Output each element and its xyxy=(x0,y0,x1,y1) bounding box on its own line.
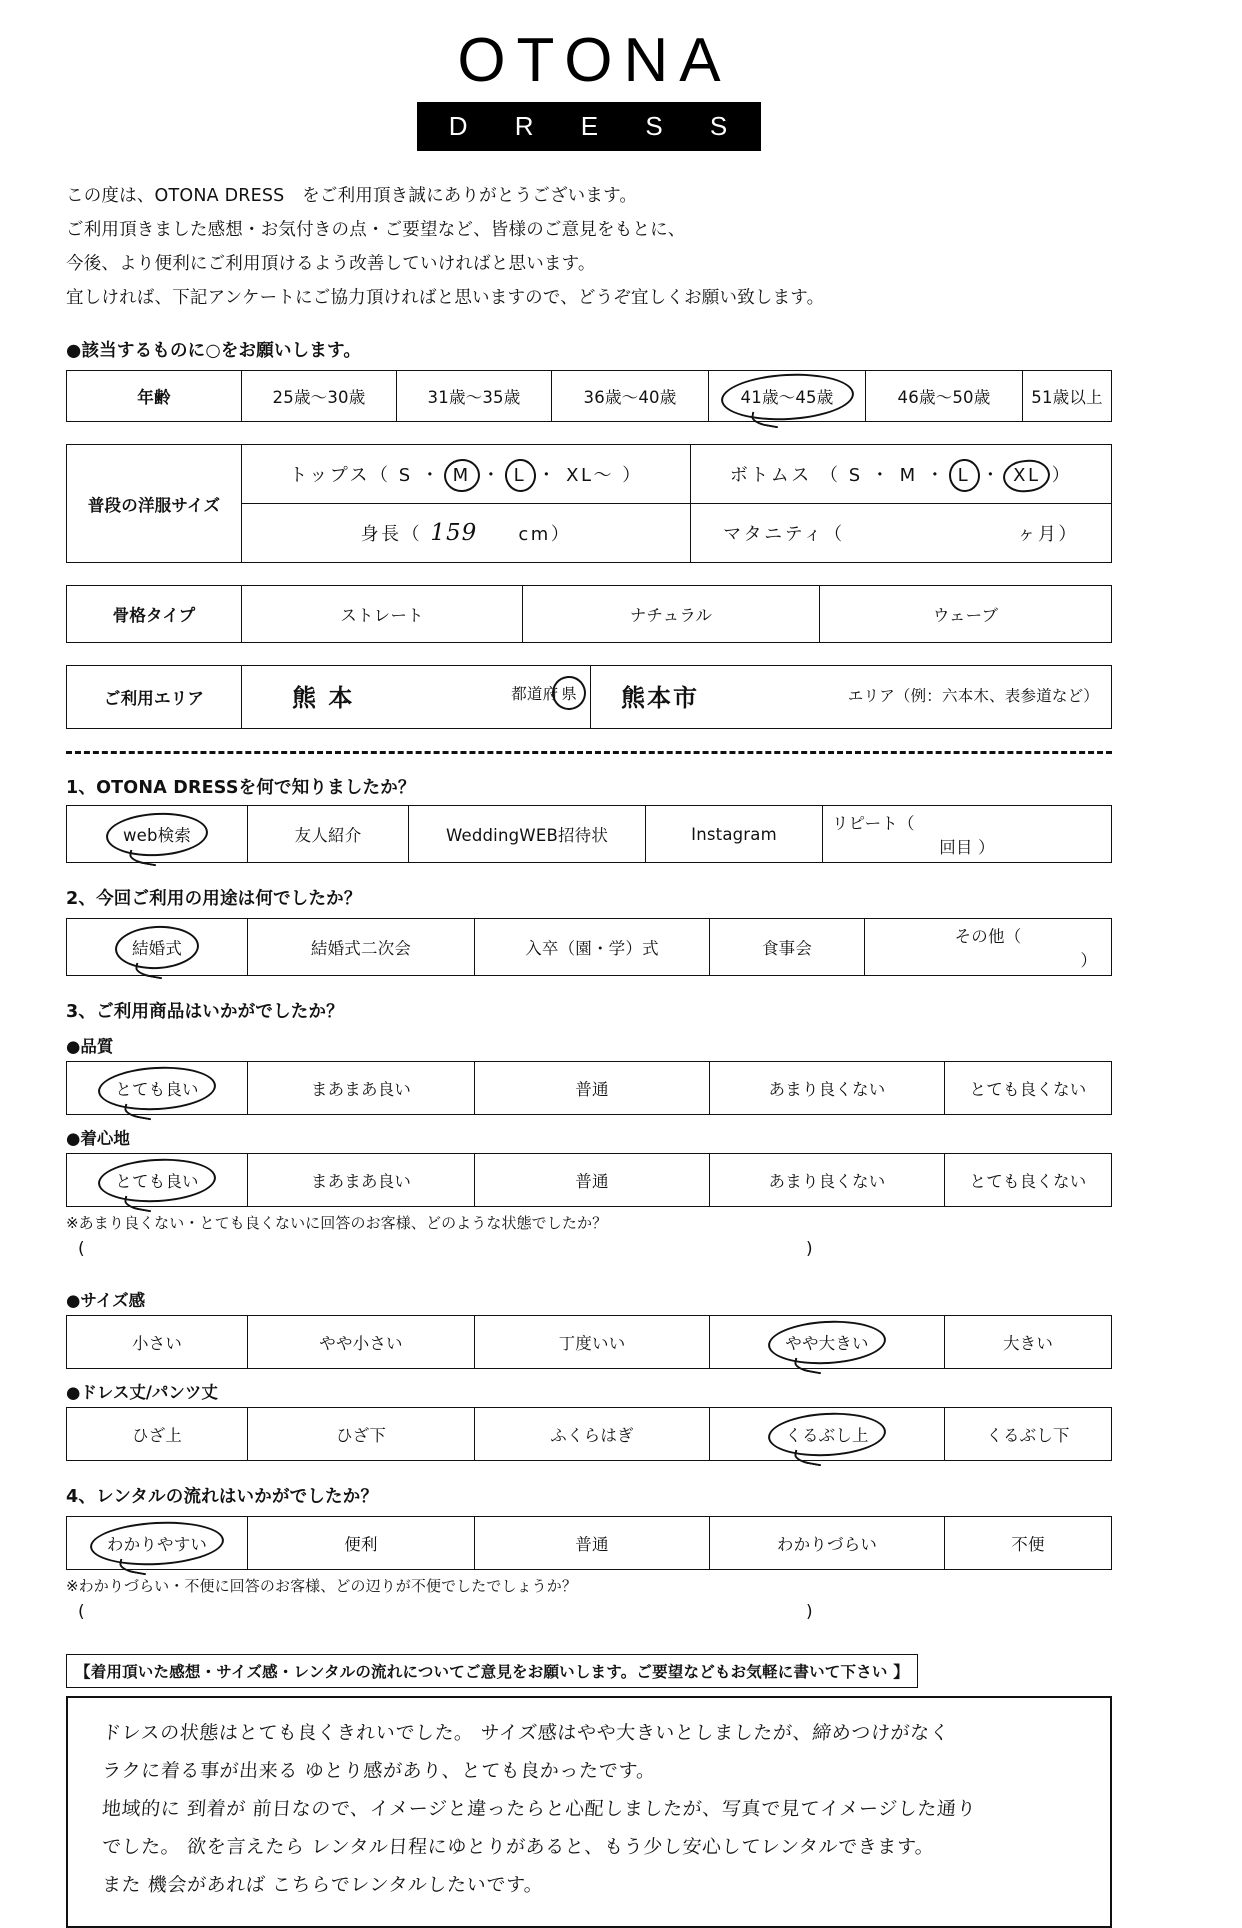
quality-option-4[interactable]: とても良くない xyxy=(945,1062,1112,1115)
age-option-3[interactable] xyxy=(709,371,866,422)
bottoms-prefix: ボトムス （ S ・ M ・ xyxy=(729,465,947,487)
intro-line-1: この度は、OTONA DRESS をご利用頂き誠にありがとうございます。 xyxy=(66,185,638,206)
age-option-0[interactable]: 25歳～30歳 xyxy=(242,371,397,422)
size-option-0[interactable]: 小さい xyxy=(67,1316,248,1369)
age-label: 年齢 xyxy=(67,371,242,422)
area-prefecture-value: 熊 本 xyxy=(292,684,355,713)
body-type-table xyxy=(66,585,1112,643)
age-selected-mark: 41歳～45歳 xyxy=(731,381,844,411)
q2-selected-mark: 結婚式 xyxy=(122,932,192,962)
comfort-selected-mark: とても良い xyxy=(105,1165,209,1195)
q4-title: 4、レンタルの流れはいかがでしたか？ xyxy=(66,1487,379,1508)
comfort-followup-answer[interactable] xyxy=(66,1239,1112,1265)
size-option-2[interactable]: 丁度いい xyxy=(475,1316,710,1369)
comfort-option-2[interactable]: 普通 xyxy=(475,1154,710,1207)
tops-size-cell[interactable] xyxy=(242,445,691,504)
age-table xyxy=(66,370,1112,422)
q2-option-3[interactable]: 食事会 xyxy=(710,919,865,976)
q4-option-0[interactable] xyxy=(67,1517,248,1570)
body-type-option-2[interactable]: ウェーブ xyxy=(820,586,1112,643)
comfort-option-4[interactable]: とても良くない xyxy=(945,1154,1112,1207)
q3-comfort-label: ●着心地 xyxy=(66,1129,130,1149)
height-unit: cm） xyxy=(518,524,572,546)
comfort-followup-note: ※あまり良くない・とても良くないに回答のお客様、どのような状態でしたか？ xyxy=(66,1214,608,1233)
body-type-option-0[interactable]: ストレート xyxy=(242,586,523,643)
q2-other-prefix: その他（ xyxy=(954,927,1022,947)
q1-option-4[interactable] xyxy=(823,806,1112,863)
table-row xyxy=(67,586,1112,643)
free-comment-box[interactable] xyxy=(66,1696,1112,1928)
height-cell[interactable] xyxy=(242,504,691,563)
q4-table xyxy=(66,1516,1112,1570)
quality-option-2[interactable]: 普通 xyxy=(475,1062,710,1115)
bottoms-size-cell[interactable] xyxy=(691,445,1112,504)
quality-selected-mark: とても良い xyxy=(105,1073,209,1103)
table-row xyxy=(67,1517,1112,1570)
free-comment-title: 【着用頂いた感想・サイズ感・レンタルの流れについてご意見をお願いします。ご要望などもお気軽に書いて下さい 】 xyxy=(66,1654,918,1688)
maternity-cell[interactable] xyxy=(691,504,1112,563)
q1-option-0[interactable] xyxy=(67,806,248,863)
comment-line: ドレスの状態はとても良くきれいでした。 サイズ感はやや大きいとしましたが、締めつけがなく xyxy=(101,1722,951,1745)
q3-size-label: ●サイズ感 xyxy=(66,1291,146,1311)
bottoms-suffix: ） xyxy=(1051,465,1073,487)
q2-option-1[interactable]: 結婚式二次会 xyxy=(248,919,475,976)
q2-other-suffix: ） xyxy=(1080,951,1098,971)
q1-table xyxy=(66,805,1112,863)
clothing-size-label: 普段の洋服サイズ xyxy=(67,445,242,563)
area-city-value: 熊本市 xyxy=(621,684,699,713)
size-selected-mark: やや大きい xyxy=(775,1327,879,1357)
q1-selected-mark: web検索 xyxy=(113,819,201,849)
q4-followup-note: ※わかりづらい・不便に回答のお客様、どの辺りが不便でしたでしょうか？ xyxy=(66,1577,577,1596)
q1-title: 1、OTONA DRESSを何で知りましたか？ xyxy=(66,778,416,799)
q4-paren-close: ) xyxy=(806,1602,813,1623)
length-option-4[interactable]: くるぶし下 xyxy=(945,1408,1112,1461)
quality-option-0[interactable] xyxy=(67,1062,248,1115)
age-option-4[interactable]: 46歳～50歳 xyxy=(866,371,1023,422)
q2-option-2[interactable]: 入卒（園・学）式 xyxy=(475,919,710,976)
maternity-unit: ヶ月） xyxy=(1017,524,1079,546)
table-row xyxy=(67,1062,1112,1115)
table-row xyxy=(67,371,1112,422)
q1-repeat-prefix: リピート（ xyxy=(831,814,915,834)
tops-size-m[interactable]: M xyxy=(450,465,474,486)
bottoms-mid-dot: ・ xyxy=(981,465,1002,487)
body-type-option-1[interactable]: ナチュラル xyxy=(523,586,820,643)
height-value: 159 xyxy=(430,520,478,547)
age-option-5[interactable]: 51歳以上 xyxy=(1023,371,1112,422)
length-option-3[interactable] xyxy=(710,1408,945,1461)
q2-table xyxy=(66,918,1112,976)
size-option-3[interactable] xyxy=(710,1316,945,1369)
area-prefecture-suffix: 都道府 県 xyxy=(511,682,580,704)
q4-option-2[interactable]: 普通 xyxy=(475,1517,710,1570)
q2-option-4[interactable] xyxy=(865,919,1112,976)
age-option-1[interactable]: 31歳～35歳 xyxy=(397,371,552,422)
intro-paragraph xyxy=(66,179,1112,316)
comfort-paren-open: ( xyxy=(78,1239,85,1260)
area-city-cell[interactable] xyxy=(591,666,1112,729)
q3-quality-label: ●品質 xyxy=(66,1037,114,1057)
logo-otona-text: OTONA xyxy=(457,26,732,95)
comfort-option-1[interactable]: まあまあ良い xyxy=(248,1154,475,1207)
comment-line: また 機会があれば こちらでレンタルしたいです。 xyxy=(101,1874,545,1897)
q3-quality-table xyxy=(66,1061,1112,1115)
logo-dress-text: D R E S S xyxy=(417,102,761,151)
q1-repeat-suffix: 回目 ） xyxy=(939,838,995,858)
brand-logo xyxy=(66,0,1112,151)
area-label: ご利用エリア xyxy=(67,666,242,729)
tops-prefix: トップス（ S ・ xyxy=(289,465,442,487)
q3-size-table xyxy=(66,1315,1112,1369)
q1-option-1[interactable]: 友人紹介 xyxy=(248,806,409,863)
q1-option-2[interactable]: WeddingWEB招待状 xyxy=(409,806,646,863)
intro-line-3: 今後、より便利にご利用頂けるよう改善していければと思います。 xyxy=(66,253,596,274)
section-divider xyxy=(66,751,1112,754)
comfort-option-0[interactable] xyxy=(67,1154,248,1207)
size-option-1[interactable]: やや小さい xyxy=(248,1316,475,1369)
table-row xyxy=(67,1408,1112,1461)
intro-line-4: 宜しければ、下記アンケートにご協力頂ければと思いますので、どうぞ宜しくお願い致します。 xyxy=(66,288,825,309)
tops-suffix: ・ XL～ ） xyxy=(537,465,643,487)
table-row xyxy=(67,919,1112,976)
tops-size-l[interactable]: L xyxy=(511,465,530,486)
length-option-2[interactable]: ふくらはぎ xyxy=(475,1408,710,1461)
comment-line: ラクに着る事が出来る ゆとり感があり、とても良かったです。 xyxy=(101,1760,657,1783)
intro-line-2: ご利用頂きました感想・お気付きの点・ご要望など、皆様のご意見をもとに、 xyxy=(66,219,686,240)
bottoms-size-xl[interactable]: XL xyxy=(1010,465,1043,486)
table-row xyxy=(67,666,1112,729)
age-option-2[interactable]: 36歳～40歳 xyxy=(552,371,709,422)
length-option-1[interactable]: ひざ下 xyxy=(248,1408,475,1461)
q3-length-label: ●ドレス丈/パンツ丈 xyxy=(66,1383,218,1403)
q4-option-1[interactable]: 便利 xyxy=(248,1517,475,1570)
bottoms-size-l[interactable]: L xyxy=(955,465,974,486)
area-prefecture-cell[interactable] xyxy=(242,666,591,729)
clothing-size-table xyxy=(66,444,1112,563)
circle-instruction: ●該当するものに○をお願いします。 xyxy=(66,341,362,362)
q4-option-3[interactable]: わかりづらい xyxy=(710,1517,945,1570)
body-type-label: 骨格タイプ xyxy=(67,586,242,643)
quality-option-1[interactable]: まあまあ良い xyxy=(248,1062,475,1115)
tops-mid-dot: ・ xyxy=(481,465,503,487)
comment-line: でした。 欲を言えたら レンタル日程にゆとりがあると、もう少し安心してレンタルできます。 xyxy=(101,1836,936,1859)
comfort-paren-close: ) xyxy=(806,1239,813,1260)
q1-option-3[interactable]: Instagram xyxy=(646,806,823,863)
quality-option-3[interactable]: あまり良くない xyxy=(710,1062,945,1115)
table-row xyxy=(67,1316,1112,1369)
comfort-option-3[interactable]: あまり良くない xyxy=(710,1154,945,1207)
q3-length-table xyxy=(66,1407,1112,1461)
q2-option-0[interactable] xyxy=(67,919,248,976)
q4-paren-open: ( xyxy=(78,1602,85,1623)
maternity-prefix: マタニティ（ xyxy=(723,524,845,546)
prefecture-ken-circled[interactable]: 県 xyxy=(558,682,580,704)
q2-title: 2、今回ご利用の用途は何でしたか？ xyxy=(66,889,362,910)
size-option-4[interactable]: 大きい xyxy=(945,1316,1112,1369)
area-hint: エリア（例：六本木、表参道など） xyxy=(847,687,1099,706)
height-prefix: 身長（ xyxy=(360,524,423,546)
q4-selected-mark: わかりやすい xyxy=(97,1528,217,1558)
area-table xyxy=(66,665,1112,729)
q4-option-4[interactable]: 不便 xyxy=(945,1517,1112,1570)
table-row xyxy=(67,445,1112,504)
q4-followup-answer[interactable] xyxy=(66,1602,1112,1628)
length-selected-mark: くるぶし上 xyxy=(775,1419,879,1449)
q3-title: 3、ご利用商品はいかがでしたか？ xyxy=(66,1002,344,1023)
length-option-0[interactable]: ひざ上 xyxy=(67,1408,248,1461)
table-row xyxy=(67,806,1112,863)
table-row xyxy=(67,1154,1112,1207)
q3-comfort-table xyxy=(66,1153,1112,1207)
comment-line: 地域的に 到着が 前日なので、イメージと違ったらと心配しましたが、写真で見てイメージした通り xyxy=(101,1798,977,1821)
